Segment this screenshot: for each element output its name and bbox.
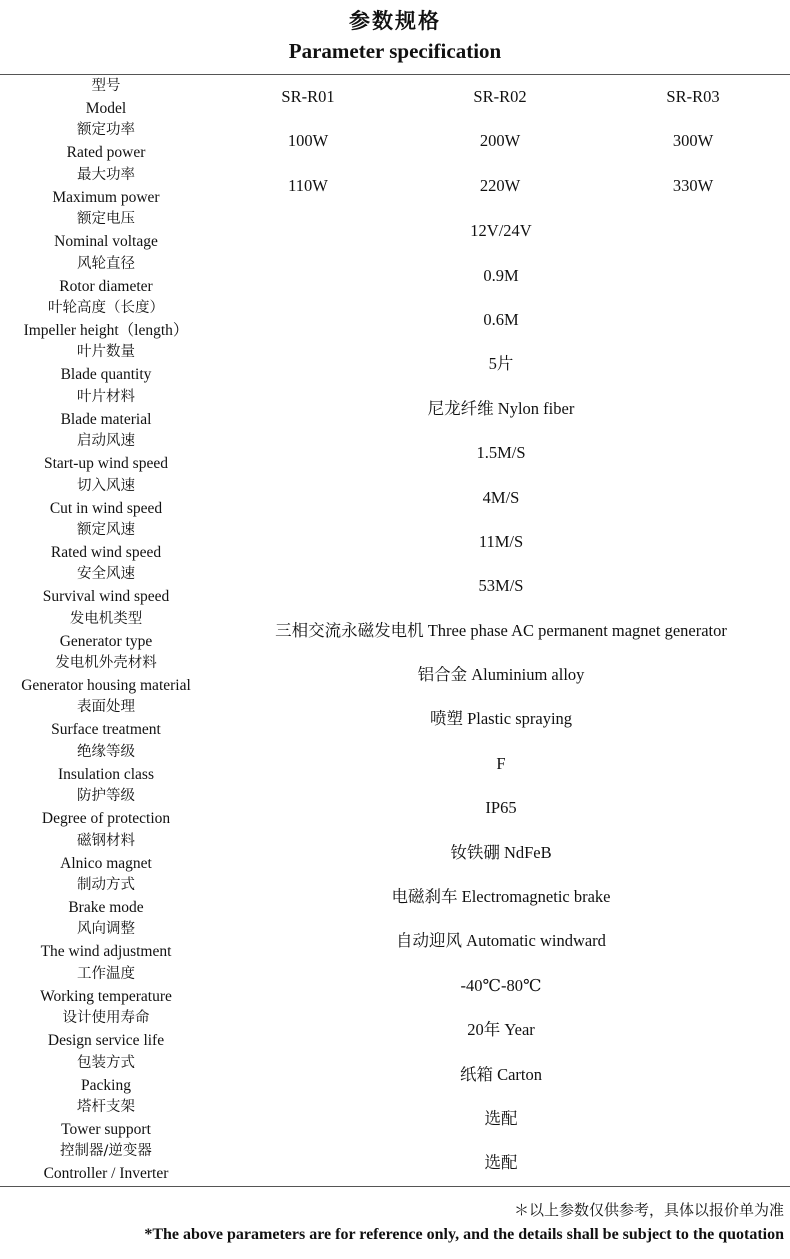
row-value: SR-R01 [281,87,335,106]
row-label [0,564,212,608]
row-value: 纸箱 Carton [459,1064,543,1084]
page-title [0,6,790,66]
row-label-en: Start-up wind speed [44,455,168,473]
table-row [0,431,790,475]
row-label-zh: 发电机外壳材料 [55,655,157,672]
table-row [0,564,790,608]
row-label [0,254,212,298]
table-bottom-divider [0,1186,790,1187]
row-value: 自动迎风 Automatic windward [396,931,606,951]
row-value: 5片 [488,354,514,374]
row-value: IP65 [485,798,517,818]
spec-table [0,76,790,1186]
table-row [0,165,790,209]
row-value: 11M/S [478,531,524,551]
table-row [0,254,790,298]
row-label-en: Tower support [61,1120,151,1138]
table-row [0,786,790,830]
row-value: 200W [479,131,521,151]
row-value: 电磁刹车 Electromagnetic brake [391,887,611,907]
row-label [0,120,212,164]
row-label-en: The wind adjustment [40,943,172,961]
row-label-zh: 最大功率 [77,166,135,183]
row-value: 20年 Year [467,1020,535,1040]
table-row [0,609,790,653]
row-label-en: Model [85,100,127,117]
row-label [0,1008,212,1052]
row-value: 尼龙纤维 Nylon fiber [427,398,575,418]
row-value: 0.9M [483,265,519,285]
row-label [0,298,212,342]
row-label [0,653,212,697]
row-label-zh: 叶轮高度（长度） [48,299,164,316]
row-label [0,1097,212,1141]
row-label-zh: 型号 [91,78,121,94]
table-row [0,209,790,253]
row-label [0,964,212,1008]
row-label-en: Rotor diameter [59,277,153,295]
table-row [0,875,790,919]
row-value: 330W [672,175,714,195]
row-label-en: Insulation class [58,765,154,783]
table-row [0,742,790,786]
row-label-zh: 启动风速 [77,433,135,450]
row-label [0,431,212,475]
row-label-en: Design service life [47,1032,165,1050]
row-label-zh: 磁钢材料 [77,832,135,849]
row-value: 0.6M [483,309,519,329]
table-row [0,520,790,564]
row-label-zh: 工作温度 [77,965,135,982]
row-label-en: Brake mode [68,899,144,917]
row-label [0,831,212,875]
table-row [0,387,790,431]
row-label [0,387,212,431]
footnote-en: *The above parameters are for reference only, and the details shall be subject to the quotation [144,1226,784,1243]
page-title-en: Parameter specification [288,39,502,63]
table-row [0,120,790,164]
row-value: 三相交流永磁发电机 Three phase AC permanent magnet generator [275,620,727,640]
page-title-zh: 参数规格 [349,8,441,33]
row-label [0,76,212,120]
row-value: 4M/S [482,487,520,507]
row-label-en: Rated wind speed [50,543,162,561]
row-label-zh: 发电机类型 [69,610,143,627]
table-row [0,1097,790,1141]
row-label-en: Alnico magnet [60,854,152,872]
row-label-zh: 设计使用寿命 [62,1010,150,1027]
row-label-zh: 制动方式 [77,877,135,894]
row-value: 铝合金 Aluminium alloy [417,665,585,685]
row-label-zh: 额定风速 [77,521,135,538]
row-value: 53M/S [478,576,524,596]
row-label-en: Rated power [66,144,146,162]
row-value: 220W [479,175,521,195]
row-label-zh: 塔杆支架 [77,1098,135,1115]
row-label-en: Generator housing material [21,677,191,695]
table-row [0,831,790,875]
row-label-en: Blade quantity [60,366,152,384]
row-value: 选配 [484,1153,518,1173]
table-row [0,1008,790,1052]
row-value: 100W [287,131,329,151]
row-label-en: Impeller height（length） [23,321,189,339]
row-label [0,476,212,520]
row-value: F [496,753,506,773]
row-label [0,875,212,919]
row-label [0,786,212,830]
row-label-zh: 表面处理 [77,699,135,716]
table-row [0,1053,790,1097]
row-label-zh: 切入风速 [77,477,135,494]
table-row [0,697,790,741]
row-label-en: Generator type [59,632,153,650]
row-label-zh: 风向调整 [77,921,135,938]
row-label-zh: 额定功率 [77,122,135,139]
table-row [0,964,790,1008]
row-label-zh: 包装方式 [77,1054,135,1071]
row-value: 110W [288,175,328,195]
row-label-zh: 绝缘等级 [77,743,135,760]
row-value: 1.5M/S [476,443,526,463]
row-label [0,1141,212,1185]
row-label-en: Nominal voltage [54,233,158,251]
row-label-zh: 安全风速 [77,566,135,583]
table-row [0,653,790,697]
table-row [0,298,790,342]
row-label-en: Maximum power [52,188,160,206]
row-label [0,609,212,653]
row-value: 300W [672,131,714,151]
table-row [0,919,790,963]
row-label-en: Controller / Inverter [43,1165,169,1183]
row-label [0,209,212,253]
row-label-en: Blade material [60,410,152,428]
row-label-zh: 额定电压 [77,211,135,228]
row-value: 喷塑 Plastic spraying [429,709,573,729]
row-label [0,342,212,386]
row-label-en: Surface treatment [51,721,161,739]
row-label [0,742,212,786]
row-label [0,165,212,209]
row-value: 钕铁硼 NdFeB [450,842,552,862]
row-label-en: Working temperature [40,987,172,1005]
row-label [0,697,212,741]
row-value: 12V/24V [470,221,532,241]
row-label-zh: 控制器/逆变器 [60,1143,152,1160]
row-label-zh: 防护等级 [77,788,135,805]
row-label-en: Survival wind speed [42,588,170,606]
footnote-zh: ＊以上参数仅供参考，具体以报价单为准 [513,1201,784,1219]
table-row [0,476,790,520]
table-row [0,342,790,386]
row-value: -40℃-80℃ [460,975,542,995]
table-row [0,1141,790,1185]
row-label [0,520,212,564]
row-label-en: Packing [81,1076,131,1094]
row-label-en: Cut in wind speed [49,499,163,517]
row-label-zh: 叶片数量 [77,344,135,361]
row-value: SR-R02 [473,87,527,106]
row-label-zh: 风轮直径 [77,255,135,272]
row-label [0,1053,212,1097]
row-label [0,919,212,963]
row-label-zh: 叶片材料 [77,388,135,405]
row-label-en: Degree of protection [41,810,171,828]
row-value: 选配 [484,1108,518,1128]
table-row [0,76,790,120]
row-value: SR-R03 [666,87,720,106]
